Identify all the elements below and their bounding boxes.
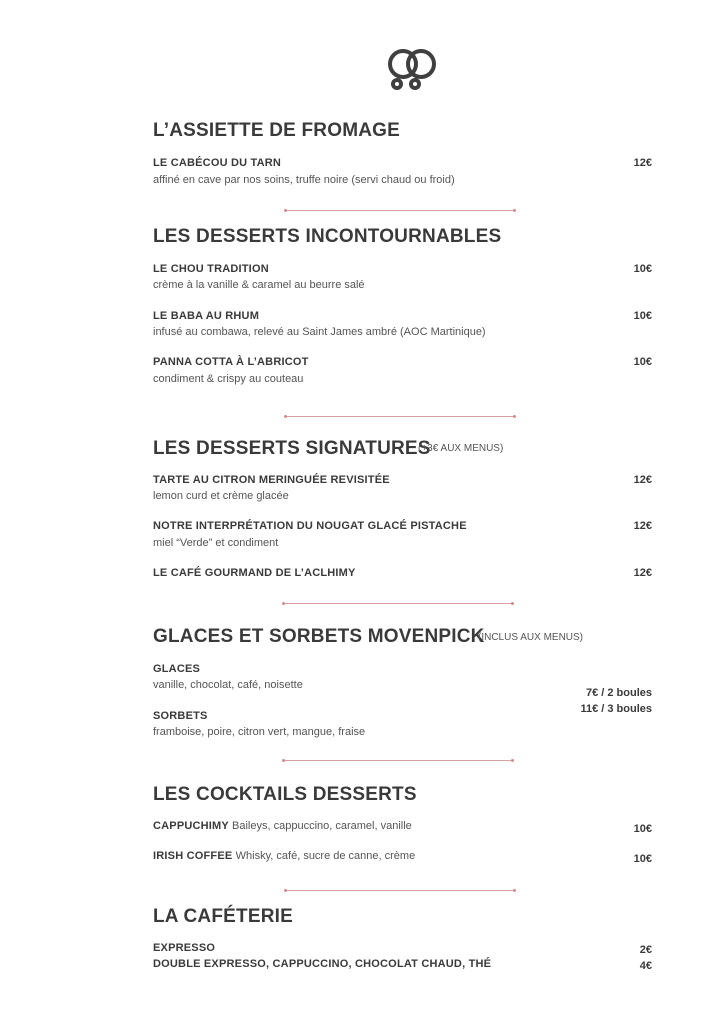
section-title-glaces: GLACES ET SORBETS MOVENPICK — [153, 626, 485, 647]
item-description: Baileys, cappuccino, caramel, vanille — [232, 820, 412, 832]
item-description: miel “Verde” et condiment — [153, 537, 279, 549]
section-divider — [285, 210, 515, 211]
item-price: 10€ — [633, 310, 652, 322]
item-description: infusé au combawa, relevé au Saint James ambré (AOC Martinique) — [153, 326, 486, 338]
item-name: IRISH COFFEE — [153, 850, 233, 862]
item-name: LE CAFÉ GOURMAND DE L’ACLHIMY — [153, 567, 356, 579]
item-price: 4€ — [639, 960, 652, 972]
section-divider — [285, 416, 515, 417]
item-price: 10€ — [633, 356, 652, 368]
item-price: 10€ — [633, 853, 652, 865]
item-name: LE BABA AU RHUM — [153, 310, 260, 322]
item-description: vanille, chocolat, café, noisette — [153, 679, 303, 691]
section-title-incontournables: LES DESSERTS INCONTOURNABLES — [153, 226, 502, 247]
section-title-signatures: LES DESSERTS SIGNATURES — [153, 438, 431, 459]
section-title-fromage: L’ASSIETTE DE FROMAGE — [153, 120, 400, 141]
item-price: 12€ — [633, 157, 652, 169]
item-name: EXPRESSO — [153, 942, 216, 954]
item-description: Whisky, café, sucre de canne, crème — [235, 850, 416, 862]
item-price: 10€ — [633, 263, 652, 275]
item-row — [153, 818, 412, 834]
section-note: (+3€ AUX MENUS) — [418, 443, 504, 454]
section-title-cafeterie: LA CAFÉTERIE — [153, 906, 293, 927]
item-name: SORBETS — [153, 710, 208, 722]
item-description: condiment & crispy au couteau — [153, 373, 304, 385]
item-row — [153, 848, 415, 864]
item-price: 11€ / 3 boules — [580, 703, 652, 715]
section-divider — [285, 890, 515, 891]
section-note: (INCLUS AUX MENUS) — [478, 632, 584, 643]
item-name: LE CHOU TRADITION — [153, 263, 269, 275]
interlocked-rings-logo-icon — [384, 44, 440, 94]
item-description: affiné en cave par nos soins, truffe noire (servi chaud ou froid) — [153, 174, 455, 186]
item-price: 12€ — [633, 474, 652, 486]
section-divider — [283, 603, 513, 604]
item-price: 7€ / 2 boules — [585, 687, 652, 699]
item-name: TARTE AU CITRON MERINGUÉE REVISITÉE — [153, 474, 390, 486]
item-description: crème à la vanille & caramel au beurre salé — [153, 279, 365, 291]
item-price: 12€ — [633, 567, 652, 579]
item-description: framboise, poire, citron vert, mangue, fraise — [153, 726, 366, 738]
item-name: LE CABÉCOU DU TARN — [153, 157, 282, 169]
item-name: PANNA COTTA À L’ABRICOT — [153, 356, 309, 368]
section-title-cocktails: LES COCKTAILS DESSERTS — [153, 784, 417, 805]
item-name: NOTRE INTERPRÉTATION DU NOUGAT GLACÉ PISTACHE — [153, 520, 467, 532]
item-name: GLACES — [153, 663, 201, 675]
item-price: 12€ — [633, 520, 652, 532]
item-name: DOUBLE EXPRESSO, CAPPUCCINO, CHOCOLAT CHAUD, THÉ — [153, 958, 492, 970]
item-name: CAPPUCHIMY — [153, 820, 229, 832]
item-description: lemon curd et crème glacée — [153, 490, 289, 502]
item-price: 10€ — [633, 823, 652, 835]
section-divider — [283, 760, 513, 761]
item-price: 2€ — [639, 944, 652, 956]
